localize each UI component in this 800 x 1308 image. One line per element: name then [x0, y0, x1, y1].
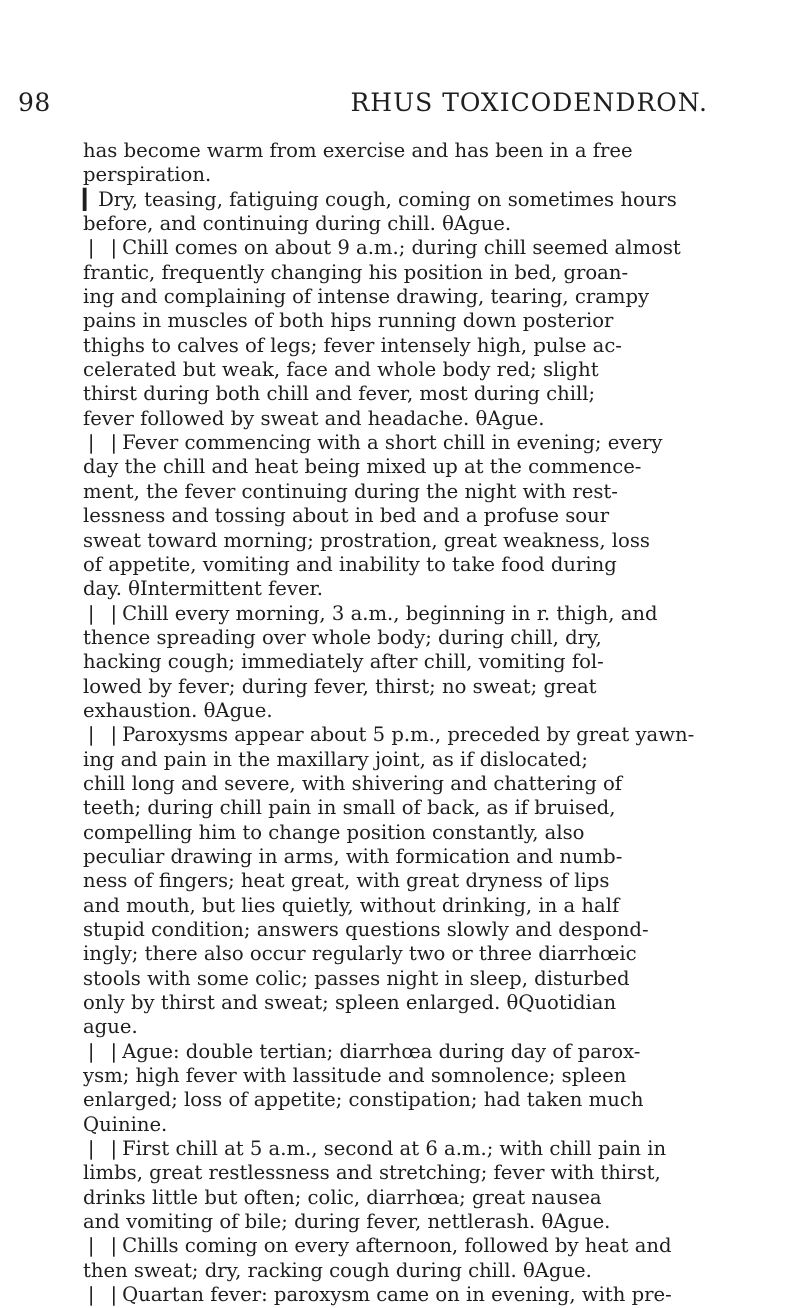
symptom-paragraph	[83, 723, 709, 1039]
text-line: ing and complaining of intense drawing, tearing, crampy	[83, 285, 650, 309]
text-line: ment, the fever continuing during the night with rest-	[83, 479, 618, 503]
text-line: has become warm from exercise and has been in a free	[83, 139, 633, 162]
text-line: stools with some colic; passes night in sleep, disturbed	[83, 966, 630, 990]
body-text	[83, 139, 709, 1308]
symptom-paragraph	[83, 1234, 709, 1283]
text-line: peculiar drawing in arms, with formication and numb-	[83, 844, 623, 868]
text-line: chill long and severe, with shivering and chattering of	[83, 771, 623, 795]
text-line: pains in muscles of both hips running down posterior	[83, 309, 614, 333]
symptom-paragraph	[83, 1137, 709, 1234]
text-line: thence spreading over whole body; during chill, dry,	[83, 625, 602, 649]
text-line: exhaustion. θAgue.	[83, 698, 273, 722]
text-line: ❘ ❘Paroxysms appear about 5 p.m., preceded by great yawn-	[83, 723, 695, 747]
text-line: ness of fingers; heat great, with great dryness of lips	[83, 869, 610, 893]
text-line: celerated but weak, face and whole body red; slight	[83, 358, 599, 382]
text-line: ing and pain in the maxillary joint, as if dislocated;	[83, 747, 588, 771]
text-line: enlarged; loss of appetite; constipation; had taken much	[83, 1088, 644, 1112]
text-line: thighs to calves of legs; fever intensely high, pulse ac-	[83, 333, 622, 357]
text-line: ❘ ❘Fever commencing with a short chill in evening; every	[83, 431, 663, 455]
text-line: before, and continuing during chill. θAgue.	[83, 212, 512, 236]
text-line: limbs, great restlessness and stretching; fever with thirst,	[83, 1161, 661, 1185]
text-line: lowed by fever; during fever, thirst; no sweat; great	[83, 674, 597, 698]
text-line: then sweat; dry, racking cough during chill. θAgue.	[83, 1258, 592, 1282]
text-line: ▎Dry, teasing, fatiguing cough, coming on sometimes hours	[83, 187, 677, 211]
page-header	[18, 88, 708, 128]
text-line: drinks little but often; colic, diarrhœa; great nausea	[83, 1185, 602, 1209]
text-line: ingly; there also occur regularly two or three diarrhœic	[83, 942, 637, 966]
symptom-paragraph	[83, 431, 709, 601]
page-number: 98	[18, 88, 51, 117]
symptom-paragraph	[83, 236, 709, 431]
text-line: sweat toward morning; prostration, great weakness, loss	[83, 528, 650, 552]
text-line: day the chill and heat being mixed up at the commence-	[83, 455, 642, 479]
text-line: frantic, frequently changing his position in bed, groan-	[83, 260, 629, 284]
symptom-paragraph	[83, 139, 709, 188]
text-line: stupid condition; answers questions slowly and despond-	[83, 918, 649, 941]
text-line: teeth; during chill pain in small of back, as if bruised,	[83, 796, 616, 820]
text-line: ❘ ❘Chill comes on about 9 a.m.; during chill seemed almost	[83, 236, 681, 260]
text-line: of appetite, vomiting and inability to take food during	[83, 552, 617, 576]
text-line: and mouth, but lies quietly, without drinking, in a half	[83, 893, 620, 917]
text-line: ❘ ❘Ague: double tertian; diarrhœa during day of parox-	[83, 1039, 641, 1063]
text-line: ❘ ❘Quartan fever: paroxysm came on in evening, with pre-	[83, 1283, 672, 1307]
symptom-paragraph	[83, 1040, 709, 1137]
text-line: and vomiting of bile; during fever, nettlerash. θAgue.	[83, 1210, 611, 1234]
text-line: ysm; high fever with lassitude and somnolence; spleen	[83, 1064, 627, 1088]
running-title: RHUS TOXICODENDRON.	[350, 88, 708, 117]
text-line: day. θIntermittent fever.	[83, 577, 324, 601]
text-line: ague.	[83, 1015, 138, 1039]
text-line: hacking cough; immediately after chill, vomiting fol-	[83, 650, 604, 674]
symptom-paragraph	[83, 1283, 709, 1307]
text-line: compelling him to change position constantly, also	[83, 820, 585, 844]
symptom-paragraph	[83, 188, 709, 237]
text-line: lessness and tossing about in bed and a profuse sour	[83, 504, 610, 528]
text-line: only by thirst and sweat; spleen enlarged. θQuotidian	[83, 991, 617, 1015]
text-line: perspiration.	[83, 163, 212, 187]
symptom-paragraph	[83, 602, 709, 724]
text-line: ❘ ❘Chills coming on every afternoon, followed by heat and	[83, 1234, 672, 1258]
text-line: thirst during both chill and fever, most during chill;	[83, 382, 596, 406]
text-line: Quinine.	[83, 1112, 168, 1136]
text-line: fever followed by sweat and headache. θAgue.	[83, 406, 545, 430]
text-line: ❘ ❘Chill every morning, 3 a.m., beginning in r. thigh, and	[83, 601, 658, 625]
text-line: ❘ ❘First chill at 5 a.m., second at 6 a.m.; with chill pain in	[83, 1137, 667, 1161]
